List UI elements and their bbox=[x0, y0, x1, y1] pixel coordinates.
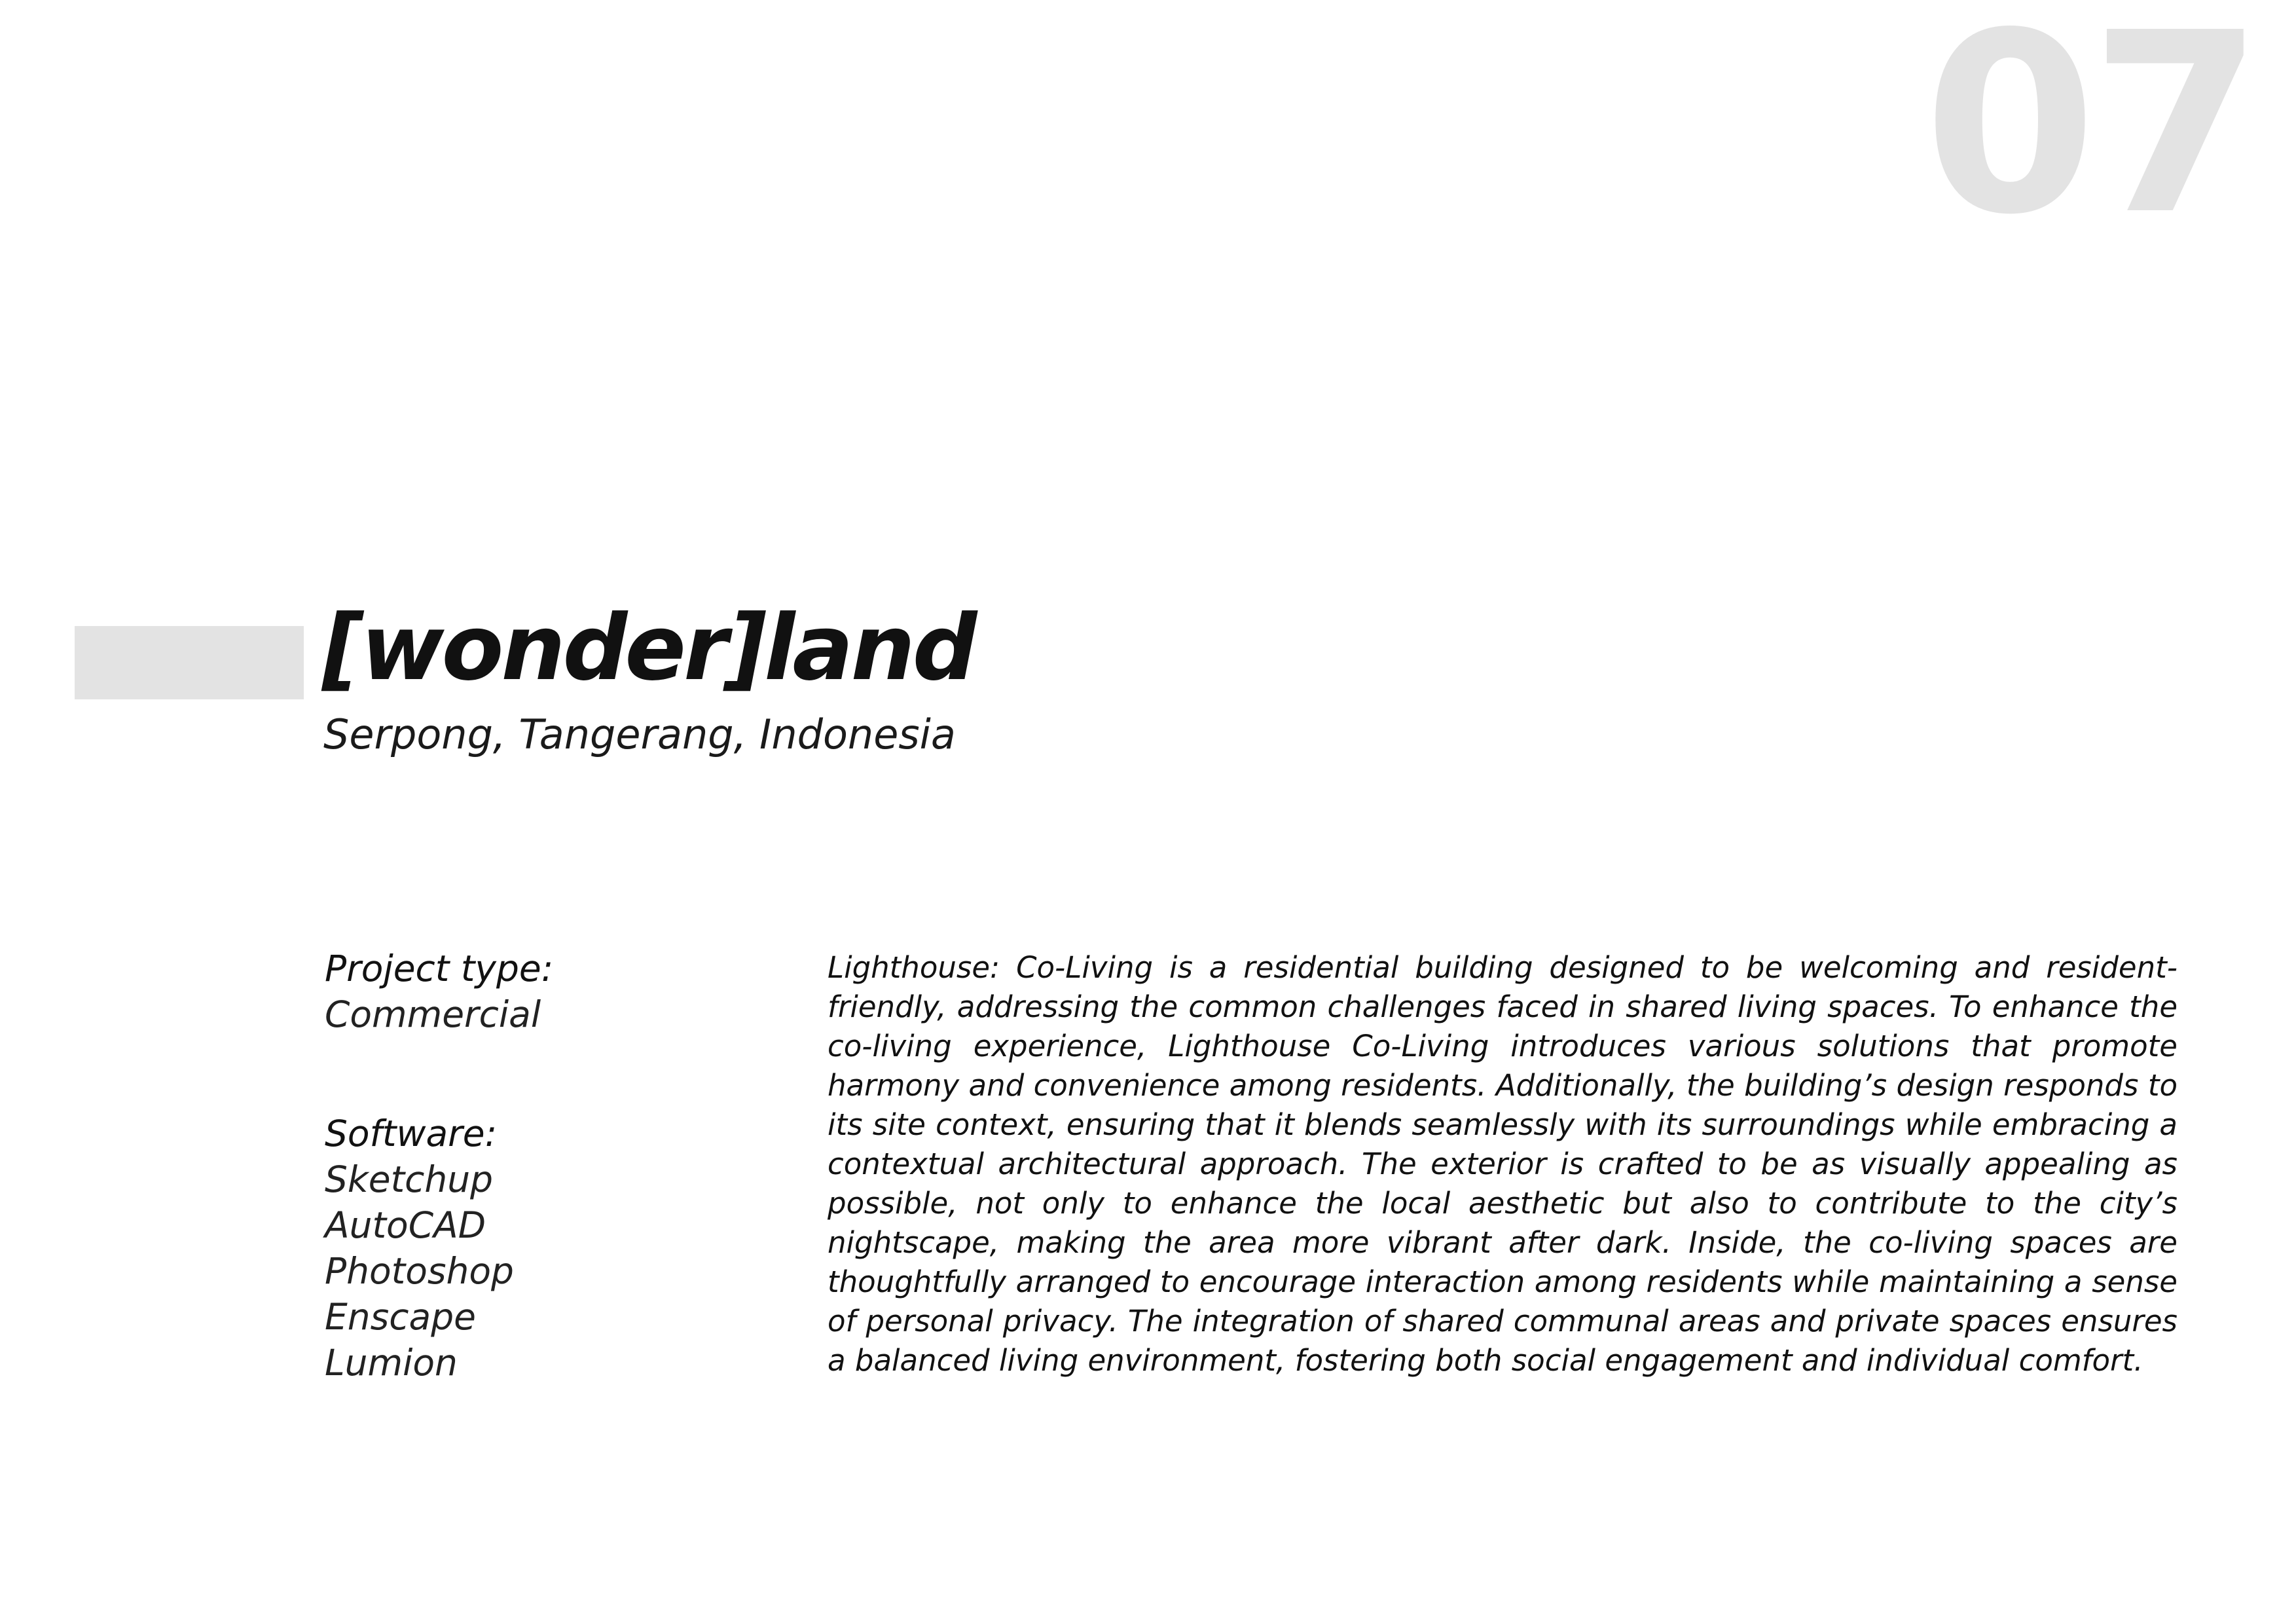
software-item: Sketchup bbox=[325, 1158, 494, 1200]
title-accent-bar bbox=[75, 626, 304, 699]
software-list bbox=[325, 1156, 783, 1386]
project-description: Lighthouse: Co-Living is a residential building designed to be welcoming and resident-friendly, addressing the common challenges faced in shared living spaces. To enhance the co-living experience, Lighthouse Co-Living introduces various solutions that promote harmony and convenience among residents. Additionally, the building’s design responds to its site context, ensuring that it blends seamlessly with its surroundings while embracing a contextual architectural approach. The exterior is crafted to be as visually appealing as possible, not only to enhance the local aesthetic but also to contribute to the city’s nightscape, making the area more vibrant after dark. Inside, the co-living spaces are thoughtfully arranged to encourage interaction among residents while maintaining a sense of personal privacy. The integration of shared communal areas and private spaces ensures a balanced living environment, fostering both social engagement and individual comfort. bbox=[828, 950, 2178, 1378]
project-location: Serpong, Tangerang, Indonesia bbox=[323, 710, 956, 758]
software-item: Photoshop bbox=[325, 1250, 514, 1292]
software-block bbox=[325, 1111, 783, 1386]
software-item: AutoCAD bbox=[325, 1204, 486, 1246]
page-number: 07 bbox=[1923, 0, 2257, 269]
project-type-block bbox=[325, 946, 783, 1037]
project-meta bbox=[325, 946, 783, 1386]
software-label: Software: bbox=[325, 1113, 498, 1154]
project-type-label: Project type: bbox=[325, 948, 554, 989]
project-type-value: Commercial bbox=[325, 993, 541, 1035]
software-item: Enscape bbox=[325, 1296, 476, 1338]
software-item: Lumion bbox=[325, 1342, 458, 1384]
project-title: [wonder]land bbox=[322, 595, 975, 701]
